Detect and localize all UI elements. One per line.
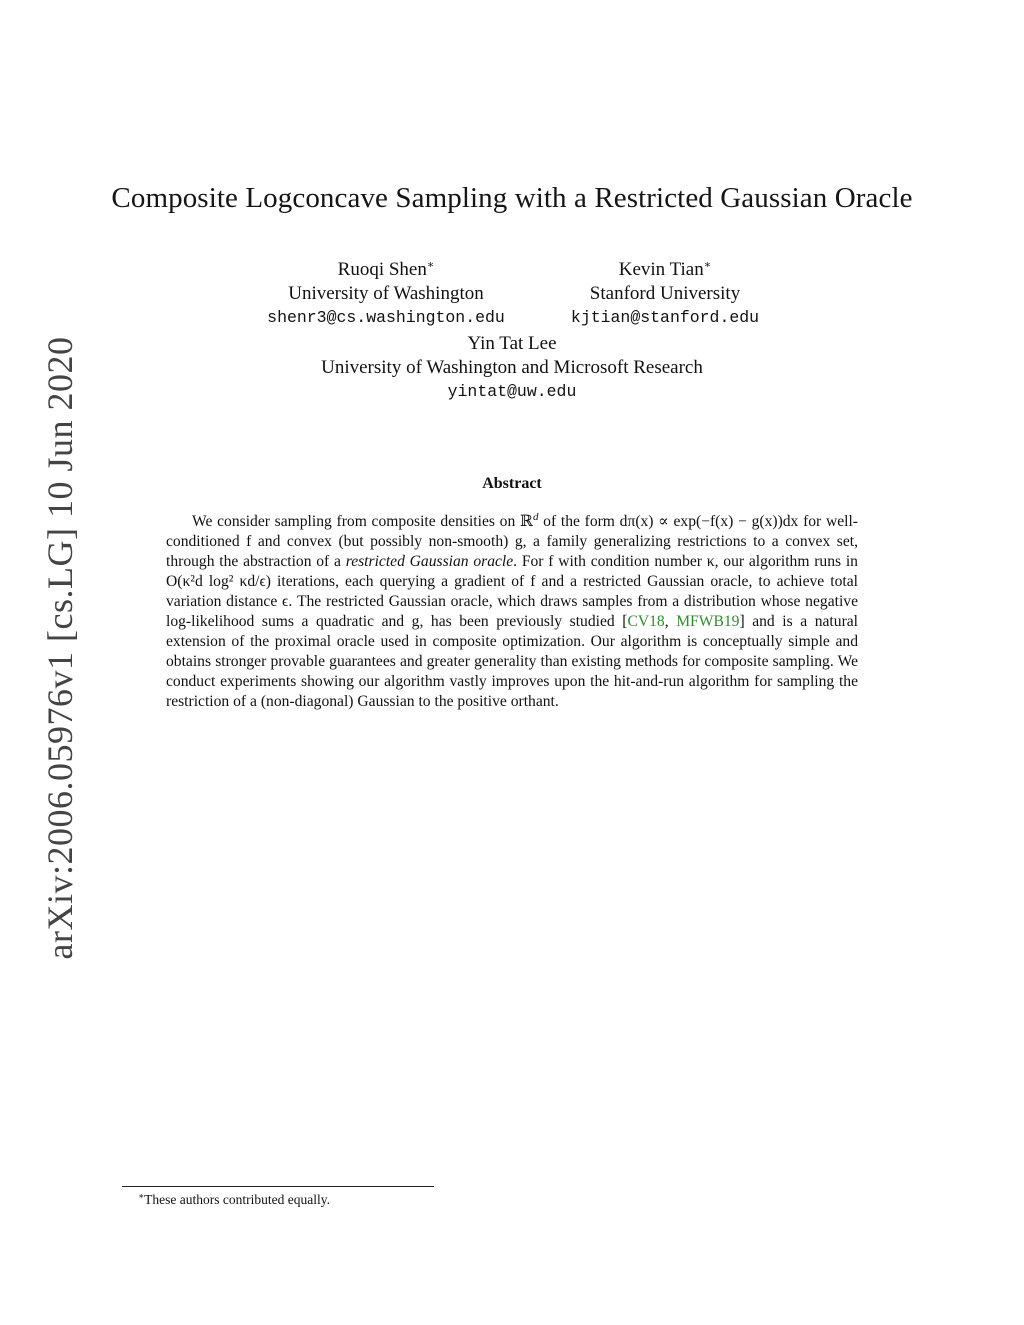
footnote — [138, 1191, 330, 1208]
footnote-text: These authors contributed equally. — [144, 1192, 330, 1207]
arxiv-identifier-text: arXiv:2006.05976v1 [cs.LG] 10 Jun 2020 — [40, 336, 80, 960]
author-block-2 — [540, 253, 790, 330]
author-block-1 — [248, 253, 524, 330]
author-email[interactable]: shenr3@cs.washington.edu — [267, 308, 505, 327]
footnote-rule — [122, 1186, 434, 1187]
author-affiliation: University of Washington — [288, 283, 484, 304]
author-affiliation: Stanford University — [589, 283, 741, 304]
author-name: Ruoqi Shen — [337, 259, 427, 280]
italic-term: restricted Gaussian oracle — [345, 553, 514, 571]
author-mark: ∗ — [703, 259, 712, 271]
footnote-mark: ∗ — [138, 1191, 145, 1201]
author-block-3 — [0, 332, 1024, 404]
author-email[interactable]: yintat@uw.edu — [447, 382, 577, 401]
citation-cv18[interactable]: CV18 — [627, 613, 665, 631]
author-affiliation: University of Washington and Microsoft Research — [321, 357, 703, 378]
paper-title: Composite Logconcave Sampling with a Restricted Gaussian Oracle — [111, 182, 913, 214]
author-name: Kevin Tian — [618, 259, 704, 280]
author-mark: ∗ — [426, 259, 435, 271]
author-name: Yin Tat Lee — [467, 333, 557, 354]
citation-mfwb19[interactable]: MFWB19 — [676, 613, 740, 631]
abstract-body: We consider sampling from composite densities on ℝ$^d$ of the form dπ(x) ∝ exp(−f(x) − g(x))dx for well-conditioned f and convex (but possibly non-smooth) g, a family generalizing restrictions to a convex set, through the abstraction of a restricted Gaussian oracle. For f with condition number κ, our algorithm runs in O(κ²d log² κd/ϵ) iterations, each querying a gradient of f and a restricted Gaussian oracle, to achieve total variation distance ϵ. The restricted Gaussian oracle, which draws samples from a distribution whose negative log-likelihood sums a quadratic and g, has been previously studied [CV18, MFWB19] and is a natural extension of the proximal oracle used in composite optimization. Our algorithm is conceptually simple and obtains stronger provable guarantees and greater generality than existing methods for composite sampling. We conduct experiments showing our algorithm vastly improves upon the hit-and-run algorithm for sampling the restriction of a (non-diagonal) Gaussian to the positive orthant. — [166, 511, 859, 711]
abstract-heading: Abstract — [482, 475, 542, 492]
superscript-d: d — [532, 511, 539, 523]
author-email[interactable]: kjtian@stanford.edu — [570, 308, 760, 327]
